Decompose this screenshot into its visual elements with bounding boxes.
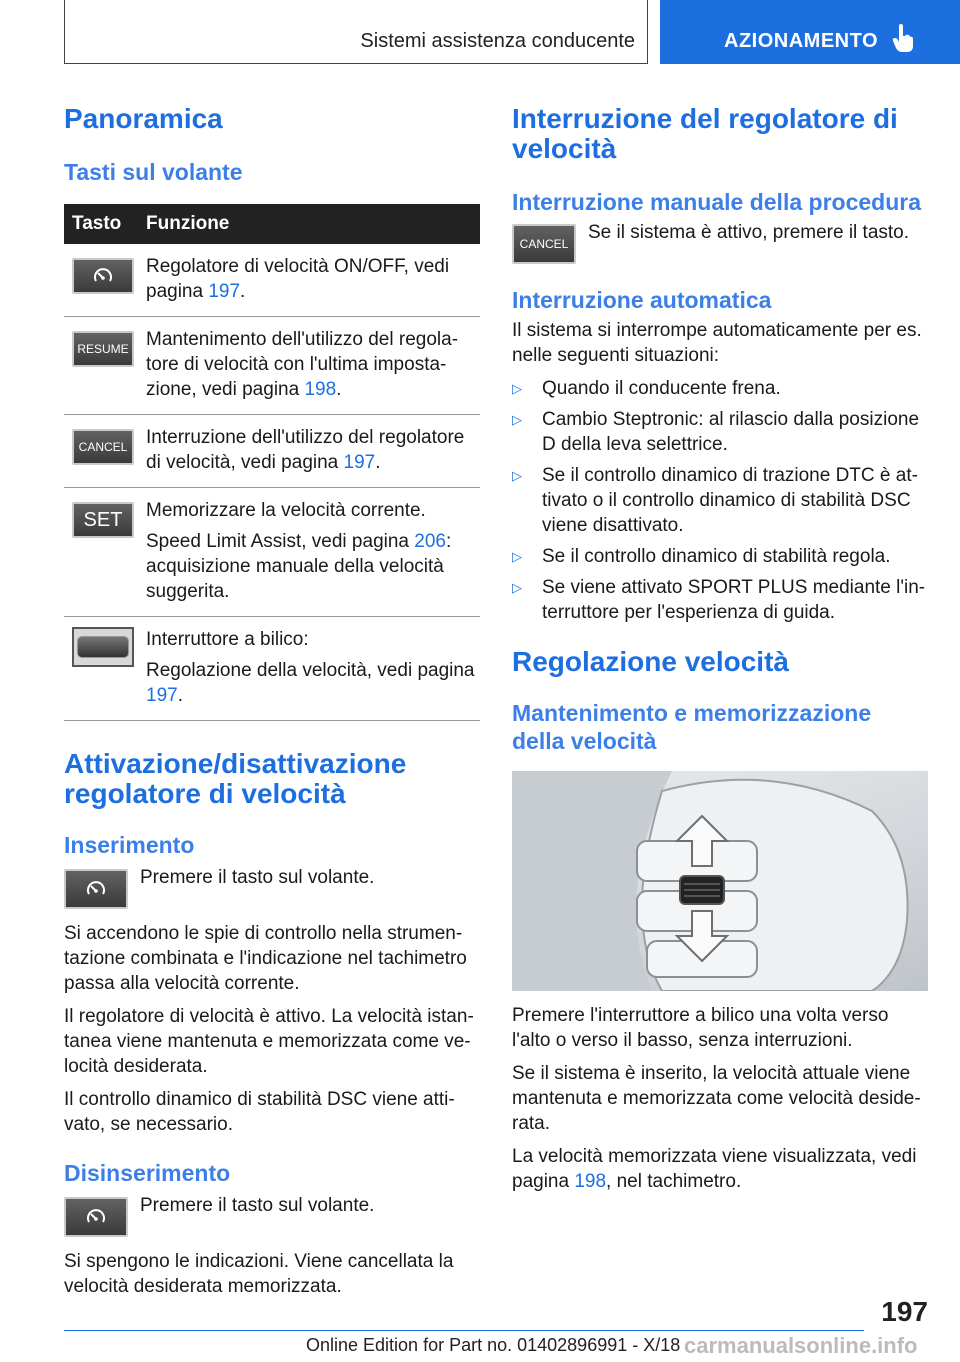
table-header-function: Funzione <box>146 204 480 244</box>
heading-inserimento: Inserimento <box>64 832 195 858</box>
header-chapter-label: AZIONAMENTO <box>724 30 879 52</box>
table-cell-function: Regolatore di velocità ON/OFF, vedi pagina <box>146 256 450 302</box>
keys-table <box>64 204 480 721</box>
heading-regolazione: Regolazione velocità <box>512 646 789 677</box>
heading-interruzione-automatica: Interruzione automatica <box>512 287 772 313</box>
heading-interruzione: Interruzione del regolatore di velocità <box>512 103 898 164</box>
table-cell-function: Speed Limit Assist, vedi pagina <box>146 531 415 552</box>
table-cell-function: Mantenimento dell'utilizzo del regolatore di velocità con l'ultima impostazione, vedi pagina <box>146 329 459 400</box>
automatica-intro: Il sistema si interrompe automaticamente per es. nelle seguenti situazioni: <box>512 320 922 366</box>
cruise-control-icon <box>64 1197 128 1237</box>
cancel-key-label: CANCEL <box>72 429 134 465</box>
header-section-title: Sistemi assistenza conducente <box>360 30 635 52</box>
table-row <box>64 415 480 488</box>
list-item: ▷ Cambio Steptronic: al rilascio dalla posizione D della leva selettrice. <box>512 409 920 455</box>
hand-pointer-icon <box>892 24 914 57</box>
inserimento-p1: Si accendono le spie di controllo nella strumentazione combinata e l'indicazione nel tachimetro passa alla velocità corrente. <box>64 923 467 994</box>
table-cell-tail: : acquisizione manuale della velocità suggerita. <box>146 531 452 602</box>
table-cell-tail: . <box>375 452 381 473</box>
cruise-control-icon <box>72 258 134 294</box>
heading-disinserimento: Disinserimento <box>64 1160 231 1186</box>
page-link[interactable]: 197 <box>343 452 376 473</box>
page-link[interactable]: 198 <box>574 1171 607 1192</box>
page-link[interactable]: 197 <box>146 685 178 706</box>
table-cell-function: Interruttore a bilico: <box>146 629 309 650</box>
steering-wheel-rocker-photo <box>512 771 928 991</box>
regolazione-p1: Premere l'interruttore a bilico una volta verso l'alto o verso il basso, senza interruzioni. <box>512 1005 889 1051</box>
heading-attivazione: Attivazione/disattivazione regolatore di velocità <box>64 748 407 809</box>
set-key-label: SET <box>72 502 134 538</box>
triangle-bullet-icon: ▷ <box>512 381 522 396</box>
right-column <box>512 96 928 1194</box>
cancel-key-label: CANCEL <box>512 224 576 264</box>
triangle-bullet-icon: ▷ <box>512 412 522 427</box>
disinserimento-p1: Si spengono le indicazioni. Viene cancellata la velocità desiderata memorizzata. <box>64 1251 454 1297</box>
triangle-bullet-icon: ▷ <box>512 580 522 595</box>
list-item: ▷ Se il controllo dinamico di trazione DTC è attivato o il controllo dinamico di stabilità DSC viene disattivato. <box>512 465 918 536</box>
page-link[interactable]: 198 <box>304 379 337 400</box>
resume-key-label: RESUME <box>72 331 134 367</box>
manuale-instruction: Se il sistema è attivo, premere il tasto. <box>588 222 910 243</box>
page-link[interactable]: 197 <box>208 281 241 302</box>
footer-divider <box>64 1330 864 1331</box>
left-column <box>64 96 480 1299</box>
table-cell-tail: . <box>240 281 246 302</box>
heading-tasti-volante: Tasti sul volante <box>64 159 243 185</box>
list-item: ▷ Se viene attivato SPORT PLUS mediante l'interruttore per l'esperienza di guida. <box>512 577 926 623</box>
triangle-bullet-icon: ▷ <box>512 549 522 564</box>
table-cell-function: Regolazione della velocità, vedi pagina <box>146 660 475 681</box>
inserimento-p2: Il regolatore di velocità è attivo. La velocità istantanea viene mantenuta e memorizzata come velocità desiderata. <box>64 1006 474 1077</box>
list-item: ▷ Se il controllo dinamico di stabilità regola. <box>512 546 891 567</box>
regolazione-p3: La velocità memorizzata viene visualizzata, vedi pagina 198, nel tachimetro. <box>512 1146 917 1192</box>
inserimento-instruction: Premere il tasto sul volante. <box>140 867 375 888</box>
footer-edition: Online Edition for Part no. 01402896991 - X/18 <box>306 1335 681 1355</box>
table-row <box>64 617 480 721</box>
table-cell-tail: . <box>177 685 183 706</box>
table-row <box>64 244 480 317</box>
page-link[interactable]: 206 <box>414 531 446 552</box>
heading-mantenimento: Mantenimento e memorizzazione della velocità <box>512 700 872 754</box>
header-chapter-tab[interactable] <box>660 0 960 64</box>
table-row <box>64 317 480 415</box>
header-section-box <box>64 0 648 64</box>
table-cell-tail: . <box>336 379 342 400</box>
table-cell-function: Memorizzare la velocità corrente. <box>146 500 426 521</box>
table-cell-function: Interruzione dell'utilizzo del regolatore di velocità, vedi pagina <box>146 427 465 473</box>
rocker-switch-icon <box>72 627 134 667</box>
watermark: carmanualsonline.info <box>684 1333 918 1358</box>
heading-interruzione-manuale: Interruzione manuale della procedura <box>512 189 921 215</box>
automatica-list <box>512 376 928 625</box>
inserimento-p3: Il controllo dinamico di stabilità DSC viene attivato, se necessario. <box>64 1089 455 1135</box>
disinserimento-instruction: Premere il tasto sul volante. <box>140 1195 375 1216</box>
page-number: 197 <box>881 1296 928 1327</box>
table-header-key: Tasto <box>64 204 146 244</box>
table-row <box>64 488 480 617</box>
list-item: ▷ Quando il conducente frena. <box>512 378 781 399</box>
triangle-bullet-icon: ▷ <box>512 468 522 483</box>
regolazione-p2: Se il sistema è inserito, la velocità attuale viene mantenuta e memorizzata come velocità desiderata. <box>512 1063 921 1134</box>
cruise-control-icon <box>64 869 128 909</box>
heading-panoramica: Panoramica <box>64 103 223 134</box>
